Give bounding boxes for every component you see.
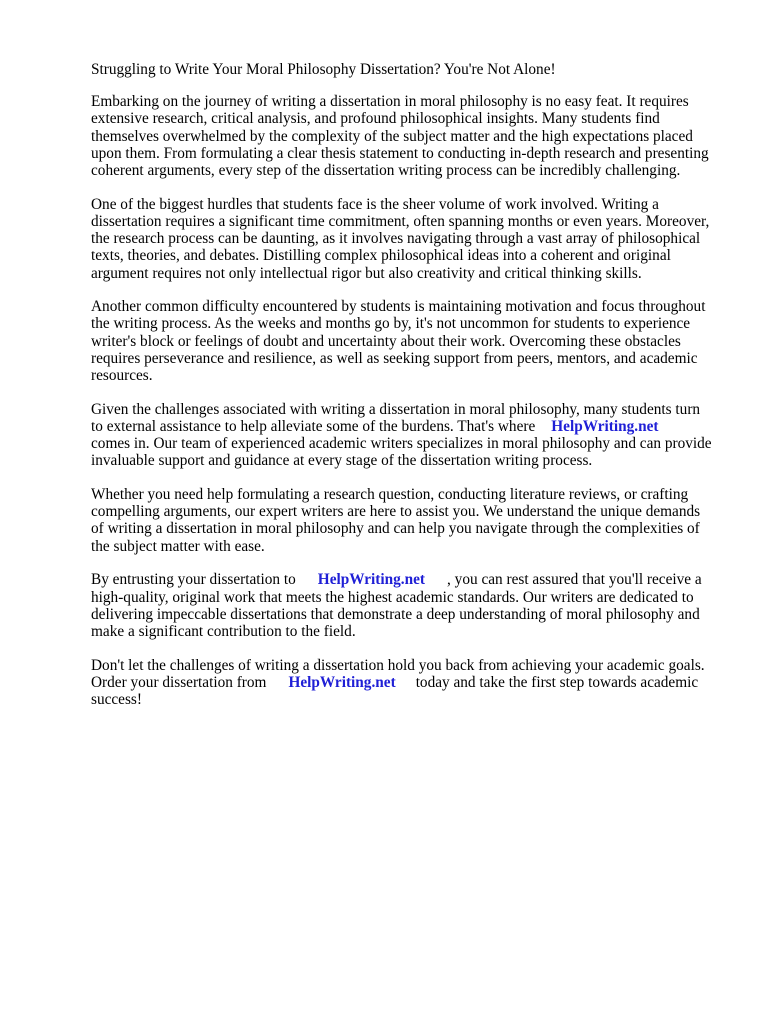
document-title: Struggling to Write Your Moral Philosophy Dissertation? You're Not Alone! [91,61,556,78]
paragraph-entrusting [91,571,731,640]
text-line [91,418,731,435]
text-line: the research process can be daunting, as it involves navigating through a vast array of philosophical [91,230,701,248]
text-line [91,571,731,588]
text-line: compelling arguments, our expert writers are here to assist you. We understand the unique demands [91,503,701,521]
text-segment: , you can rest assured that you'll receive a [447,571,702,589]
text-segment: today and take the first step towards academic [415,673,699,691]
text-line: invaluable support and guidance at every stage of the dissertation writing process. [91,452,593,470]
text-line: Don't let the challenges of writing a dissertation hold you back from achieving your academic goals. [91,656,705,674]
paragraph-assistance [91,401,731,470]
helpwriting-link[interactable]: HelpWriting.net [317,571,426,589]
helpwriting-link[interactable]: HelpWriting.net [551,417,659,435]
text-line: delivering impeccable dissertations that demonstrate a deep understanding of moral philosophy and [91,605,700,623]
paragraph-closing [91,657,731,709]
text-segment: to external assistance to help alleviate some of the burdens. That's where [91,417,536,435]
paragraph-motivation [91,298,731,384]
text-line: of writing a dissertation in moral philosophy and can help you navigate through the complexities of [91,520,700,538]
text-line [91,674,731,691]
text-line: the subject matter with ease. [91,537,265,555]
text-line: high-quality, original work that meets the highest academic standards. Our writers are dedicated to [91,588,694,606]
text-line: Given the challenges associated with writing a dissertation in moral philosophy, many students turn [91,400,701,418]
text-line: make a significant contribution to the field. [91,622,356,640]
text-segment: By entrusting your dissertation to [91,571,296,589]
text-line: the writing process. As the weeks and months go by, it's not uncommon for students to experience [91,315,691,333]
text-line: requires perseverance and resilience, as well as seeking support from peers, mentors, and academic [91,349,698,367]
text-line: writer's block or feelings of doubt and uncertainty about their work. Overcoming these obstacles [91,332,681,350]
helpwriting-link[interactable]: HelpWriting.net [288,673,396,691]
paragraph-support [91,486,731,555]
document-page [91,61,731,725]
text-line: success! [91,691,142,709]
text-line: comes in. Our team of experienced academic writers specializes in moral philosophy and can provide [91,435,712,453]
text-line: Another common difficulty encountered by students is maintaining motivation and focus throughout [91,298,706,316]
text-line: extensive research, critical analysis, and profound philosophical insights. Many students find [91,110,660,128]
text-line: One of the biggest hurdles that students face is the sheer volume of work involved. Writing a [91,195,659,213]
text-line: coherent arguments, every step of the dissertation writing process can be incredibly challenging. [91,162,681,180]
text-line: resources. [91,367,153,385]
text-line: argument requires not only intellectual rigor but also creativity and critical thinking skills. [91,264,642,282]
paragraph-hurdles [91,196,731,282]
text-line: upon them. From formulating a clear thesis statement to conducting in-depth research and presenting [91,144,709,162]
text-line: dissertation requires a significant time commitment, often spanning months or even years. Moreover, [91,212,710,230]
text-line: themselves overwhelmed by the complexity of the subject matter and the high expectations placed [91,127,693,145]
paragraph-intro [91,93,731,179]
text-segment: Order your dissertation from [91,673,267,691]
text-line: texts, theories, and debates. Distilling complex philosophical ideas into a coherent and original [91,247,671,265]
text-line: Embarking on the journey of writing a dissertation in moral philosophy is no easy feat. It requires [91,93,689,111]
text-line: Whether you need help formulating a research question, conducting literature reviews, or crafting [91,486,689,504]
